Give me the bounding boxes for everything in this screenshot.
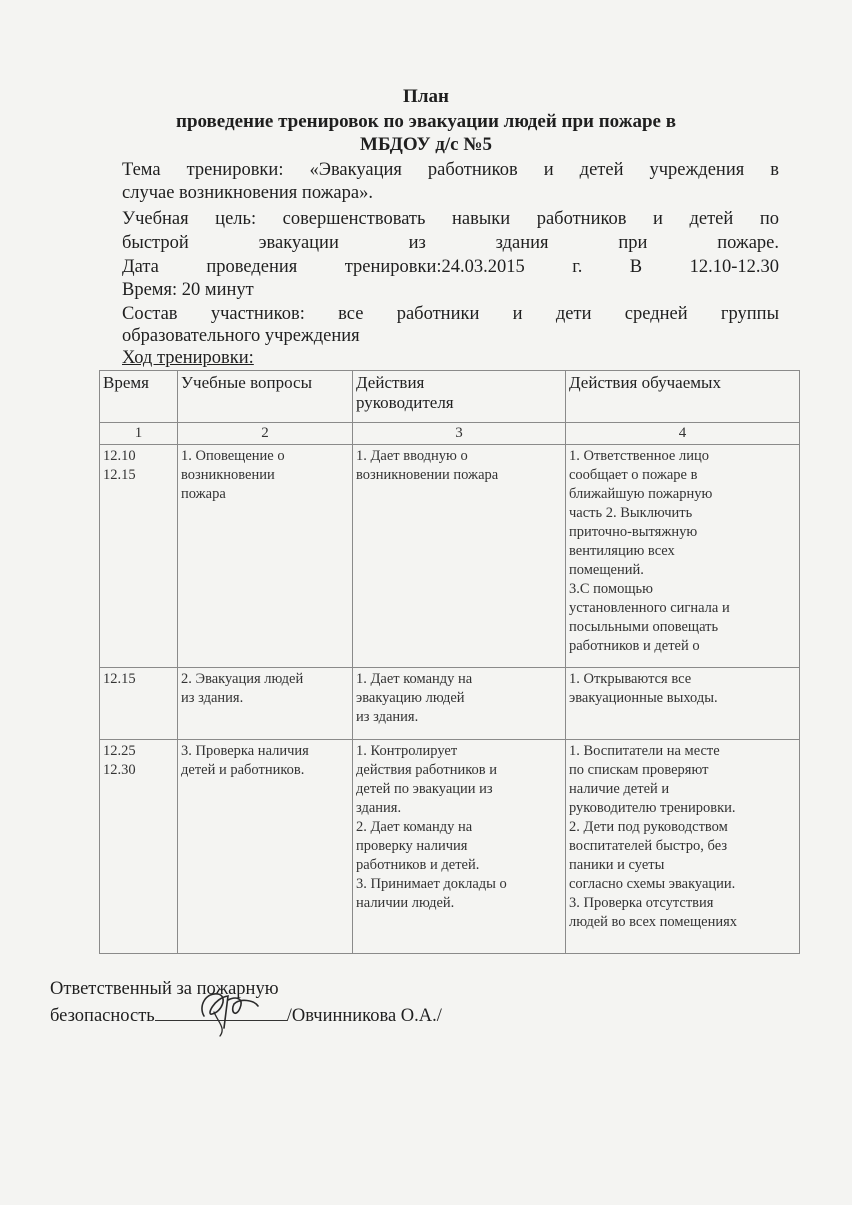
signature-name: /Овчинникова О.А./ — [286, 1006, 442, 1026]
participants-line1: Состав участников: все работники и дети средней группы — [122, 304, 779, 324]
column-number: 1 — [100, 423, 178, 445]
training-plan-table — [99, 370, 800, 954]
topic-line1: Тема тренировки: «Эвакуация работников и детей учреждения в — [122, 160, 779, 180]
topic-line2: случае возникновения пожара». — [122, 183, 373, 203]
signature-prefix: безопасность — [50, 1006, 155, 1026]
header-trainee-actions: Действия обучаемых — [566, 371, 800, 423]
row-time: 12.25 12.30 — [100, 740, 178, 954]
table-row — [100, 740, 800, 954]
row-question: 3. Проверка наличия детей и работников. — [178, 740, 353, 954]
progress-heading: Ход тренировки: — [122, 348, 254, 368]
table-number-row — [100, 423, 800, 445]
header-leader-actions: Действия руководителя — [353, 371, 566, 423]
row-leader-actions: 1. Контролирует действия работников и детей по эвакуации из здания. 2. Дает команду на проверку наличия работников и детей. 3. Принимает доклады о наличии людей. — [353, 740, 566, 954]
header-time: Время — [100, 371, 178, 423]
document-subtitle-line2: МБДОУ д/с №5 — [360, 134, 492, 155]
column-number: 4 — [566, 423, 800, 445]
column-number: 2 — [178, 423, 353, 445]
participants-line2: образовательного учреждения — [122, 326, 360, 346]
document-subtitle-line1: проведение тренировок по эвакуации людей при пожаре в — [176, 111, 676, 132]
goal-line1: Учебная цель: совершенствовать навыки работников и детей по — [122, 209, 779, 229]
row-trainee-actions: 1. Воспитатели на месте по спискам проверяют наличие детей и руководителю тренировки. 2. Дети под руководством воспитателей быстро, без паники и суеты согласно схемы эвакуации. 3. Проверка отсутствия людей во всех помещениях — [566, 740, 800, 954]
row-leader-actions: 1. Дает вводную о возникновении пожара — [353, 445, 566, 668]
row-time: 12.15 — [100, 668, 178, 740]
goal-line2: быстрой эвакуации из здания при пожаре. — [122, 233, 779, 253]
time-line: Время: 20 минут — [122, 280, 254, 300]
column-number: 3 — [353, 423, 566, 445]
row-trainee-actions: 1. Открываются все эвакуационные выходы. — [566, 668, 800, 740]
table-header-row — [100, 371, 800, 423]
row-time: 12.10 12.15 — [100, 445, 178, 668]
row-question: 1. Оповещение о возникновении пожара — [178, 445, 353, 668]
header-questions: Учебные вопросы — [178, 371, 353, 423]
handwritten-signature — [184, 976, 274, 1040]
date-line: Дата проведения тренировки:24.03.2015 г. В 12.10-12.30 — [122, 257, 779, 277]
table-row — [100, 445, 800, 668]
signature-line1: Ответственный за пожарную — [50, 979, 279, 999]
row-leader-actions: 1. Дает команду на эвакуацию людей из здания. — [353, 668, 566, 740]
row-trainee-actions: 1. Ответственное лицо сообщает о пожаре в ближайшую пожарную часть 2. Выключить приточно-вытяжную вентиляцию всех помещений. 3.С помощью установленного сигнала и посыльными оповещать работников и детей о — [569, 448, 730, 654]
row-question: 2. Эвакуация людей из здания. — [178, 668, 353, 740]
document-title: План — [403, 86, 449, 107]
table-row — [100, 668, 800, 740]
